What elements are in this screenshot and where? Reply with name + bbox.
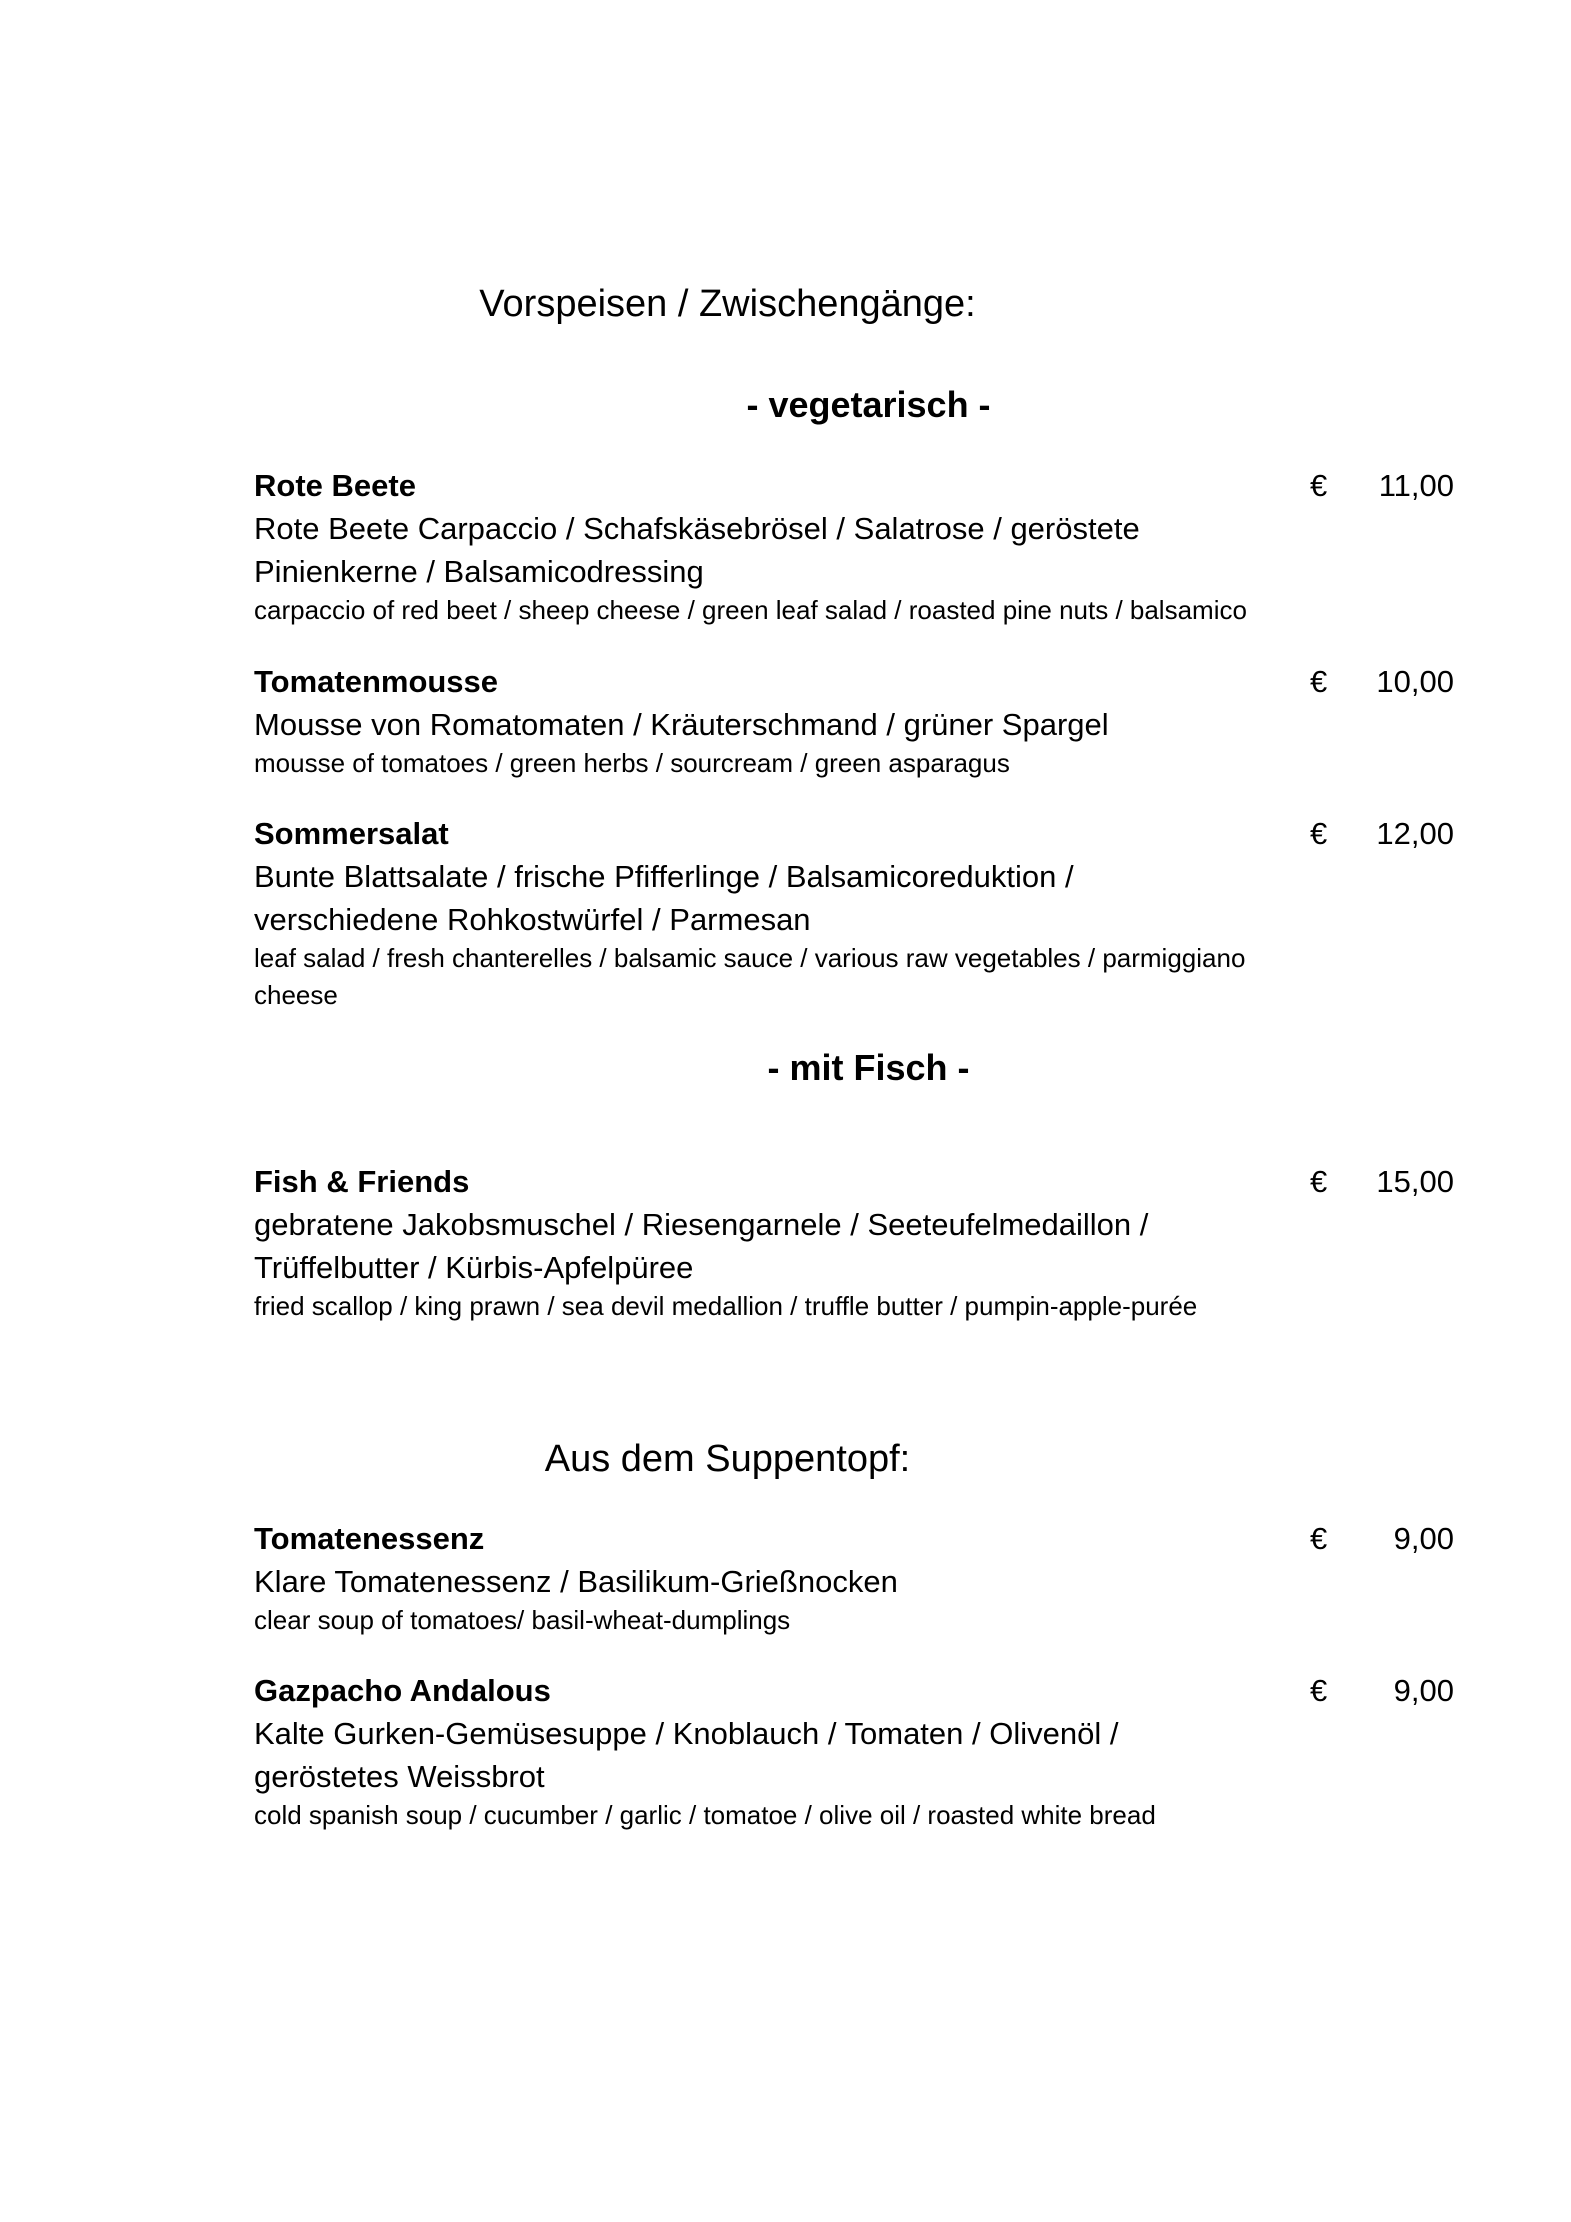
- menu-item-fish-and-friends: [254, 1161, 1264, 1325]
- subhead-vegetarisch: - vegetarisch -: [746, 384, 991, 425]
- price-amount: 10,00: [1376, 664, 1454, 699]
- item-description-en: leaf salad / fresh chanterelles / balsamic sauce / various raw vegetables / parmiggiano cheese: [254, 943, 1246, 1010]
- menu-item-tomatenessenz: [254, 1518, 1264, 1639]
- item-description-en: clear soup of tomatoes/ basil-wheat-dumplings: [254, 1605, 791, 1635]
- currency-symbol: €: [1310, 1673, 1328, 1708]
- item-name: Gazpacho Andalous: [254, 1673, 551, 1708]
- currency-symbol: €: [1310, 468, 1328, 503]
- currency-symbol: €: [1310, 1521, 1328, 1556]
- item-price-tomatenmousse: [1310, 661, 1460, 703]
- menu-item-sommersalat: [254, 813, 1264, 1014]
- price-amount: 11,00: [1378, 468, 1454, 503]
- item-price-sommersalat: [1310, 813, 1460, 855]
- item-name: Tomatenessenz: [254, 1521, 485, 1556]
- item-name: Rote Beete: [254, 468, 416, 503]
- price-amount: 15,00: [1376, 1164, 1454, 1199]
- currency-symbol: €: [1310, 664, 1328, 699]
- price-amount: 12,00: [1376, 816, 1454, 851]
- item-name: Sommersalat: [254, 816, 449, 851]
- item-description-de: Klare Tomatenessenz / Basilikum-Grießnocken: [254, 1564, 898, 1599]
- item-description-en: mousse of tomatoes / green herbs / sourcream / green asparagus: [254, 748, 1010, 778]
- item-description-de: Mousse von Romatomaten / Kräuterschmand / grüner Spargel: [254, 707, 1109, 742]
- item-price-fish-and-friends: [1310, 1161, 1460, 1203]
- item-description-de: Bunte Blattsalate / frische Pfifferlinge / Balsamicoreduktion / verschiedene Rohkostwürfel / Parmesan: [254, 859, 1074, 937]
- item-price-rote-beete: [1310, 465, 1460, 507]
- item-name: Tomatenmousse: [254, 664, 499, 699]
- item-description-de: gebratene Jakobsmuschel / Riesengarnele / Seeteufelmedaillon / Trüffelbutter / Kürbis-Apfelpüree: [254, 1207, 1149, 1285]
- item-price-tomatenessenz: [1310, 1518, 1460, 1560]
- section-title-vorspeisen: Vorspeisen / Zwischengänge:: [479, 283, 976, 325]
- item-description-de: Kalte Gurken-Gemüsesuppe / Knoblauch / Tomaten / Olivenöl / geröstetes Weissbrot: [254, 1716, 1119, 1794]
- item-description-en: fried scallop / king prawn / sea devil medallion / truffle butter / pumpin-apple-purée: [254, 1291, 1198, 1321]
- currency-symbol: €: [1310, 816, 1328, 851]
- item-description-en: carpaccio of red beet / sheep cheese / green leaf salad / roasted pine nuts / balsamico: [254, 595, 1247, 625]
- item-price-gazpacho-andalous: [1310, 1670, 1460, 1712]
- item-description-en: cold spanish soup / cucumber / garlic / tomatoe / olive oil / roasted white bread: [254, 1800, 1156, 1830]
- section-title-suppentopf: Aus dem Suppentopf:: [544, 1438, 911, 1480]
- subhead-mit-fisch: - mit Fisch -: [767, 1047, 970, 1088]
- item-description-de: Rote Beete Carpaccio / Schafskäsebrösel / Salatrose / geröstete Pinienkerne / Balsamicodressing: [254, 511, 1140, 589]
- price-amount: 9,00: [1393, 1673, 1454, 1708]
- currency-symbol: €: [1310, 1164, 1328, 1199]
- menu-item-tomatenmousse: [254, 661, 1264, 782]
- item-name: Fish & Friends: [254, 1164, 470, 1199]
- menu-item-gazpacho-andalous: [254, 1670, 1264, 1834]
- menu-item-rote-beete: [254, 465, 1264, 629]
- price-amount: 9,00: [1393, 1521, 1454, 1556]
